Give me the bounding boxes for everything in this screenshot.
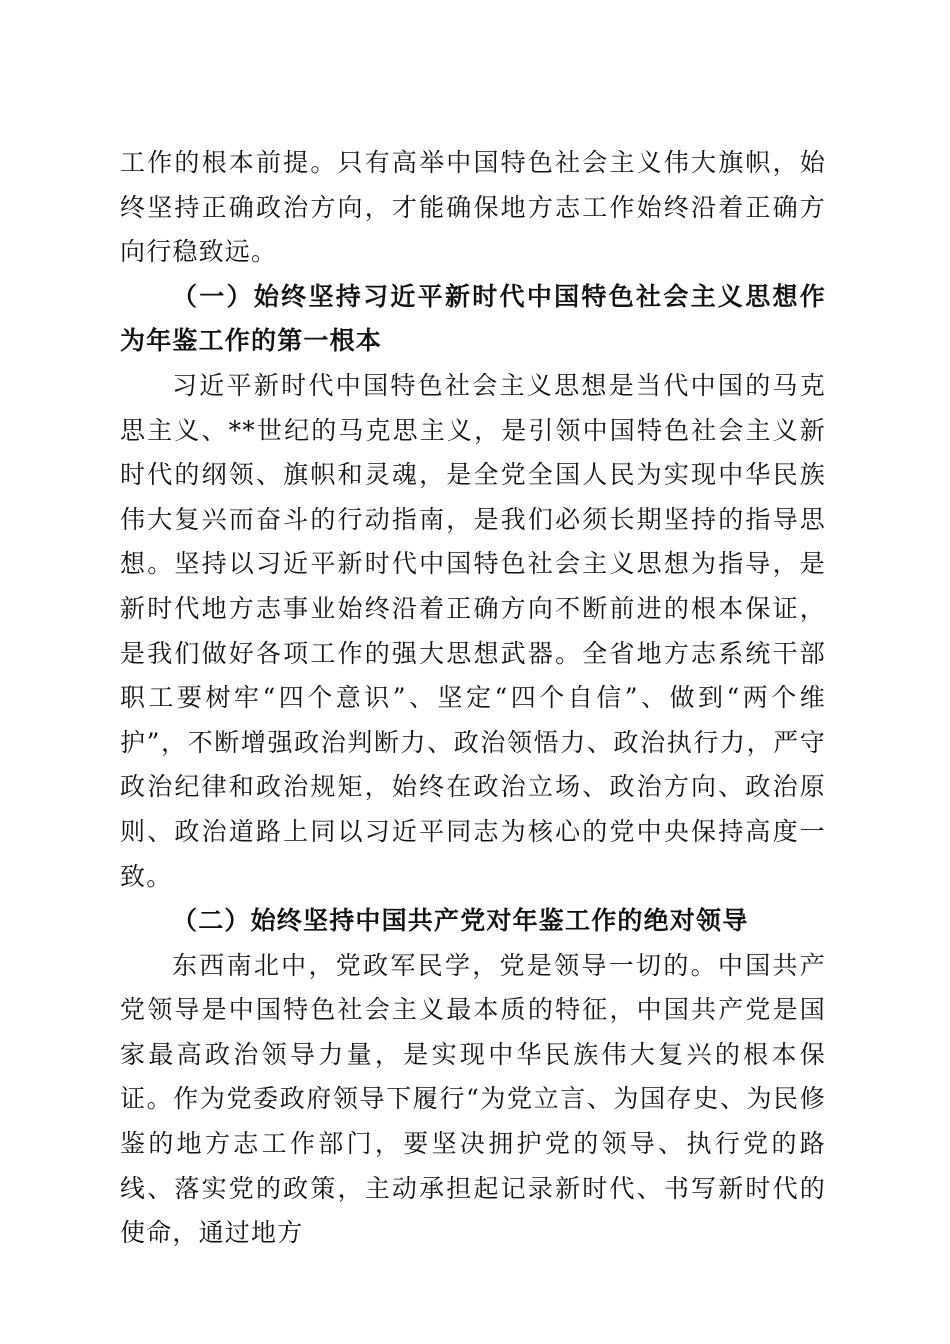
paragraph-section-1: 习近平新时代中国特色社会主义思想是当代中国的马克思主义、**世纪的马克思主义，是引领中国特色社会主义新时代的纲领、旗帜和灵魂，是全党全国人民为实现中华民族伟大复兴而奋斗的行动指南，是我们必须长期坚持的指导思想。坚持以习近平新时代中国特色社会主义思想为指导，是新时代地方志事业始终沿着正确方向不断前进的根本保证，是我们做好各项工作的强大思想武器。全省地方志系统干部职工要树牢“四个意识”、坚定“四个自信”、做到“两个维护”，不断增强政治判断力、政治领悟力、政治执行力，严守政治纪律和政治规矩，始终在政治立场、政治方向、政治原则、政治道路上同以习近平同志为核心的党中央保持高度一致。 <box>120 370 826 891</box>
paragraph-section-2: 东西南北中，党政军民学，党是领导一切的。中国共产党领导是中国特色社会主义最本质的特征，中国共产党是国家最高政治领导力量，是实现中华民族伟大复兴的根本保证。作为党委政府领导下履行“为党立言、为国存史、为民修鉴的地方志工作部门，要坚决拥护党的领导、执行党的路线、落实党的政策，主动承担起记录新时代、书写新时代的使命，通过地方 <box>120 950 826 1248</box>
section-heading-1: （一）始终坚持习近平新时代中国特色社会主义思想作为年鉴工作的第一根本 <box>120 281 826 356</box>
section-heading-2: （二）始终坚持中国共产党对年鉴工作的绝对领导 <box>172 906 749 936</box>
paragraph-intro-continuation: 工作的根本前提。只有高举中国特色社会主义伟大旗帜，始终坚持正确政治方向，才能确保地方志工作始终沿着正确方向行稳致远。 <box>120 148 826 267</box>
document-body <box>120 141 826 1256</box>
